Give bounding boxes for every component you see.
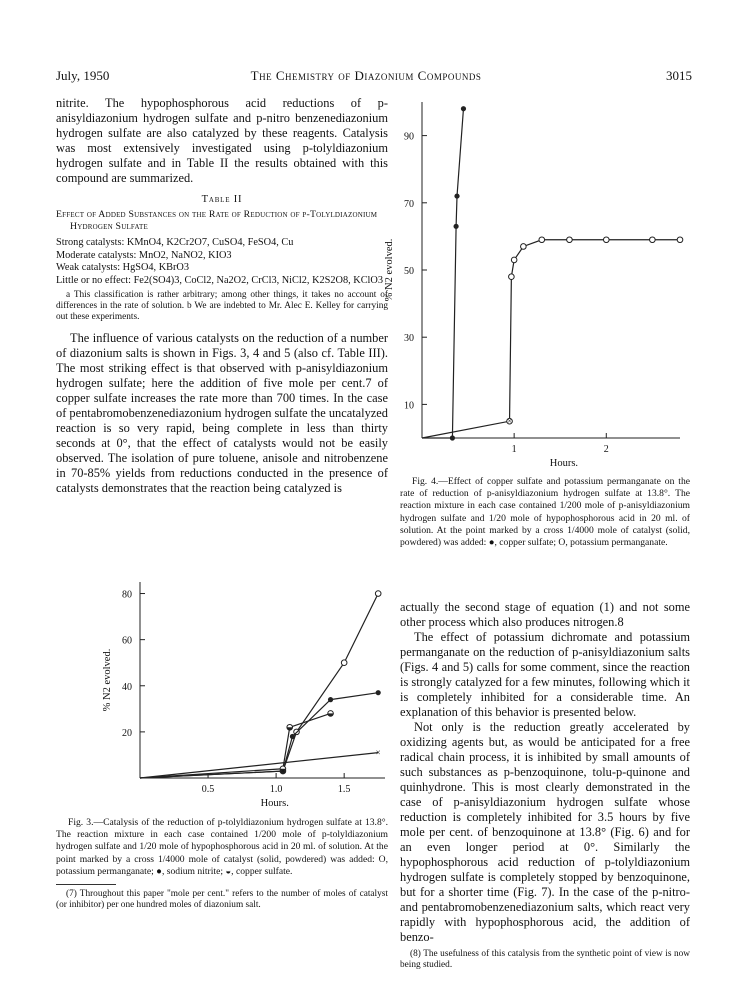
right-column: [400, 600, 690, 971]
series-line: [422, 109, 463, 438]
fig4-caption-block: [400, 476, 690, 549]
y-tick-label: 50: [404, 266, 414, 277]
data-point-open: [375, 591, 381, 597]
table-row: Moderate catalysts: MnO2, NaNO2, KIO3: [56, 249, 232, 261]
page-number: 3015: [666, 68, 692, 83]
fig3-caption-block: [56, 817, 388, 911]
data-point-open: [341, 660, 347, 666]
data-point-open: [521, 244, 527, 250]
x-tick-label: 1.5: [337, 784, 351, 795]
table-row: Little or no effect: Fe2(SO4)3, CoCl2, Na2O2, CrCl3, NiCl2, K2S2O8, KClO3: [56, 274, 384, 286]
data-point-open: [511, 257, 517, 263]
x-tick-label: 2: [603, 444, 609, 455]
y-tick-label: 80: [122, 589, 132, 601]
data-point-filled: [450, 435, 455, 440]
data-point-open: [677, 237, 683, 243]
y-tick-label: 70: [404, 198, 414, 210]
cross-marker: ×: [375, 747, 381, 758]
body-paragraph: The effect of potassium dichromate and potassium permanganate on the reduction of p-anisyldiazonium salts (Figs. 4 and 5) calls for some comment, since the reaction is strongly catalyzed for a few minutes, following which it is completely inhibited for a considerable time. An explanation of this behavior is presented below.: [400, 630, 690, 719]
data-point-filled: [454, 193, 459, 198]
y-tick-label: 30: [404, 333, 414, 345]
series-line: [140, 594, 378, 778]
catalyst-cross: ×: [506, 416, 513, 427]
x-axis-label: Hours.: [549, 458, 579, 469]
data-point-open: [650, 237, 656, 243]
y-axis-label: % N2 evolved.: [102, 648, 113, 712]
y-axis-label: % N2 evolved.: [384, 238, 395, 302]
x-tick-label: 0.5: [201, 784, 215, 795]
data-point-filled: [290, 734, 295, 739]
y-tick-label: 90: [404, 131, 414, 143]
data-point-filled: [376, 690, 381, 695]
y-tick-label: 60: [122, 635, 132, 647]
fig4-chart: [384, 92, 692, 472]
y-tick-label: 40: [122, 681, 132, 693]
series-line: [140, 753, 378, 778]
x-axis-label: Hours.: [260, 798, 289, 809]
y-tick-label: 20: [122, 727, 132, 739]
data-point-open: [567, 237, 573, 243]
x-tick-label: 1.0: [269, 784, 283, 795]
footnote-rule: [56, 884, 116, 885]
fig4-caption: Fig. 4.—Effect of copper sulfate and potassium permanganate on the rate of reduction of p-anisyldiazonium hydrogen sulfate at 13.8°. The reaction mixture in each case contained 1/200 mole of p-anisyldiazonium hydrogen sulfate and 1/20 mole of hypophosphorous acid in 20 ml. of solution. At the point marked by a cross 1/4000 mole of catalyst (solid, powdered) was added: ●, copper sulfate; O, potassium permanganate.: [400, 476, 690, 549]
data-point-open: [509, 274, 515, 280]
data-point-filled: [453, 224, 458, 229]
table-row: Strong catalysts: KMnO4, K2Cr2O7, CuSO4, FeSO4, Cu: [56, 237, 294, 248]
body-paragraph: The influence of various catalysts on the reduction of a number of diazonium salts is shown in Figs. 3, 4 and 5 (also cf. Table III). The most striking effect is that observed with p-anisyldiazonium hydrogen sulfate; here the addition of five mole per cent.7 of copper sulfate increases the rate more than 700 times. In the case of pentabromobenzenediazonium hydrogen sulfate the uncatalyzed reaction is so very rapid, being complete in less than thirty seconds at 0°, that the effect of catalysts would not be easily observed. The isolation of pure toluene, anisole and nitrobenzene in 70-85% yields from reductions conducted in the presence of catalysts demonstrates that the reaction being catalyzed is: [56, 331, 389, 496]
series-line: [422, 240, 680, 438]
table-row: Weak catalysts: HgSO4, KBrO3: [56, 262, 190, 274]
body-paragraph: Not only is the reduction greatly accelerated by oxidizing agents but, as would be anticipated for a free radical chain process, it is inhibited by small amounts of such substances as p-benzoquinone, tolu-p-quinone and quinhydrone. This is most clearly demonstrated in the case of p-anisyldiazonium hydrogen sulfate whose reduction is completely inhibited for 3.5 hours by five mole per cent. of benzoquinone at 13.8° (Fig. 6) and for an even longer period at 0°. Similarly the hypophosphorous acid reduction of p-tolyldiazonium hydrogen sulfate is completely stopped by benzoquinone, but for a shorter time (Fig. 7). In the case of the p-nitro- and pentabromobenzenediazonium salts, which react very rapidly with hypophosphorous acid, the addition of benzo-: [400, 720, 690, 944]
footnote-7: (7) Throughout this paper "mole per cent." refers to the number of moles of catalyst (or inhibitor) per one hundred moles of diazonium salt.: [56, 889, 388, 911]
body-paragraph: actually the second stage of equation (1) and not some other process which also produces nitrogen.8: [400, 600, 690, 629]
table-title: Table II: [201, 194, 243, 205]
y-tick-label: 10: [404, 400, 414, 412]
data-point-filled: [461, 106, 466, 111]
footnote-8: (8) The usefulness of this catalysis from the synthetic point of view is now being studied.: [400, 949, 690, 970]
x-tick-label: 1: [511, 444, 517, 455]
table-subtitle: Effect of Added Substances on the Rate of Reduction of p-Tolyldiazonium Hydrogen Sulfate: [56, 209, 378, 232]
fig3-chart: [70, 572, 400, 810]
running-head-title: The Chemistry of Diazonium Compounds: [250, 68, 482, 83]
table-footnote: a This classification is rather arbitrary; among other things, it takes no account of differences in the rate of solution. b We are indebted to Mr. Alec E. Kelley for carrying out these experiments.: [56, 290, 388, 323]
intro-paragraph: nitrite. The hypophosphorous acid reductions of p-anisyldiazonium hydrogen sulfate and p-nitro benzenediazonium hydrogen sulfate are also catalyzed by these reagents. Catalysis was most extensively investigated using p-tolyldiazonium hydrogen sulfate and in Table II the results obtained with this compound are summarized.: [56, 96, 388, 185]
catalyst-cross: ×: [280, 766, 286, 777]
fig3-caption: Fig. 3.—Catalysis of the reduction of p-tolyldiazonium hydrogen sulfate at 13.8°. The reaction mixture in each case contained 1/200 mole of p-tolyldiazonium hydrogen sulfate and 1/20 mole of hypophosphorous acid in 20 ml. of solution. At the point marked by a cross 1/4000 mole of catalyst (solid, powdered) was added: O, potassium permanganate; ●, sodium nitrite; ◒, copper sulfate.: [56, 817, 388, 877]
left-column: [56, 96, 388, 496]
running-head-date: July, 1950: [56, 68, 110, 83]
data-point-open: [603, 237, 609, 243]
data-point-filled: [328, 697, 333, 702]
data-point-open: [539, 237, 545, 243]
